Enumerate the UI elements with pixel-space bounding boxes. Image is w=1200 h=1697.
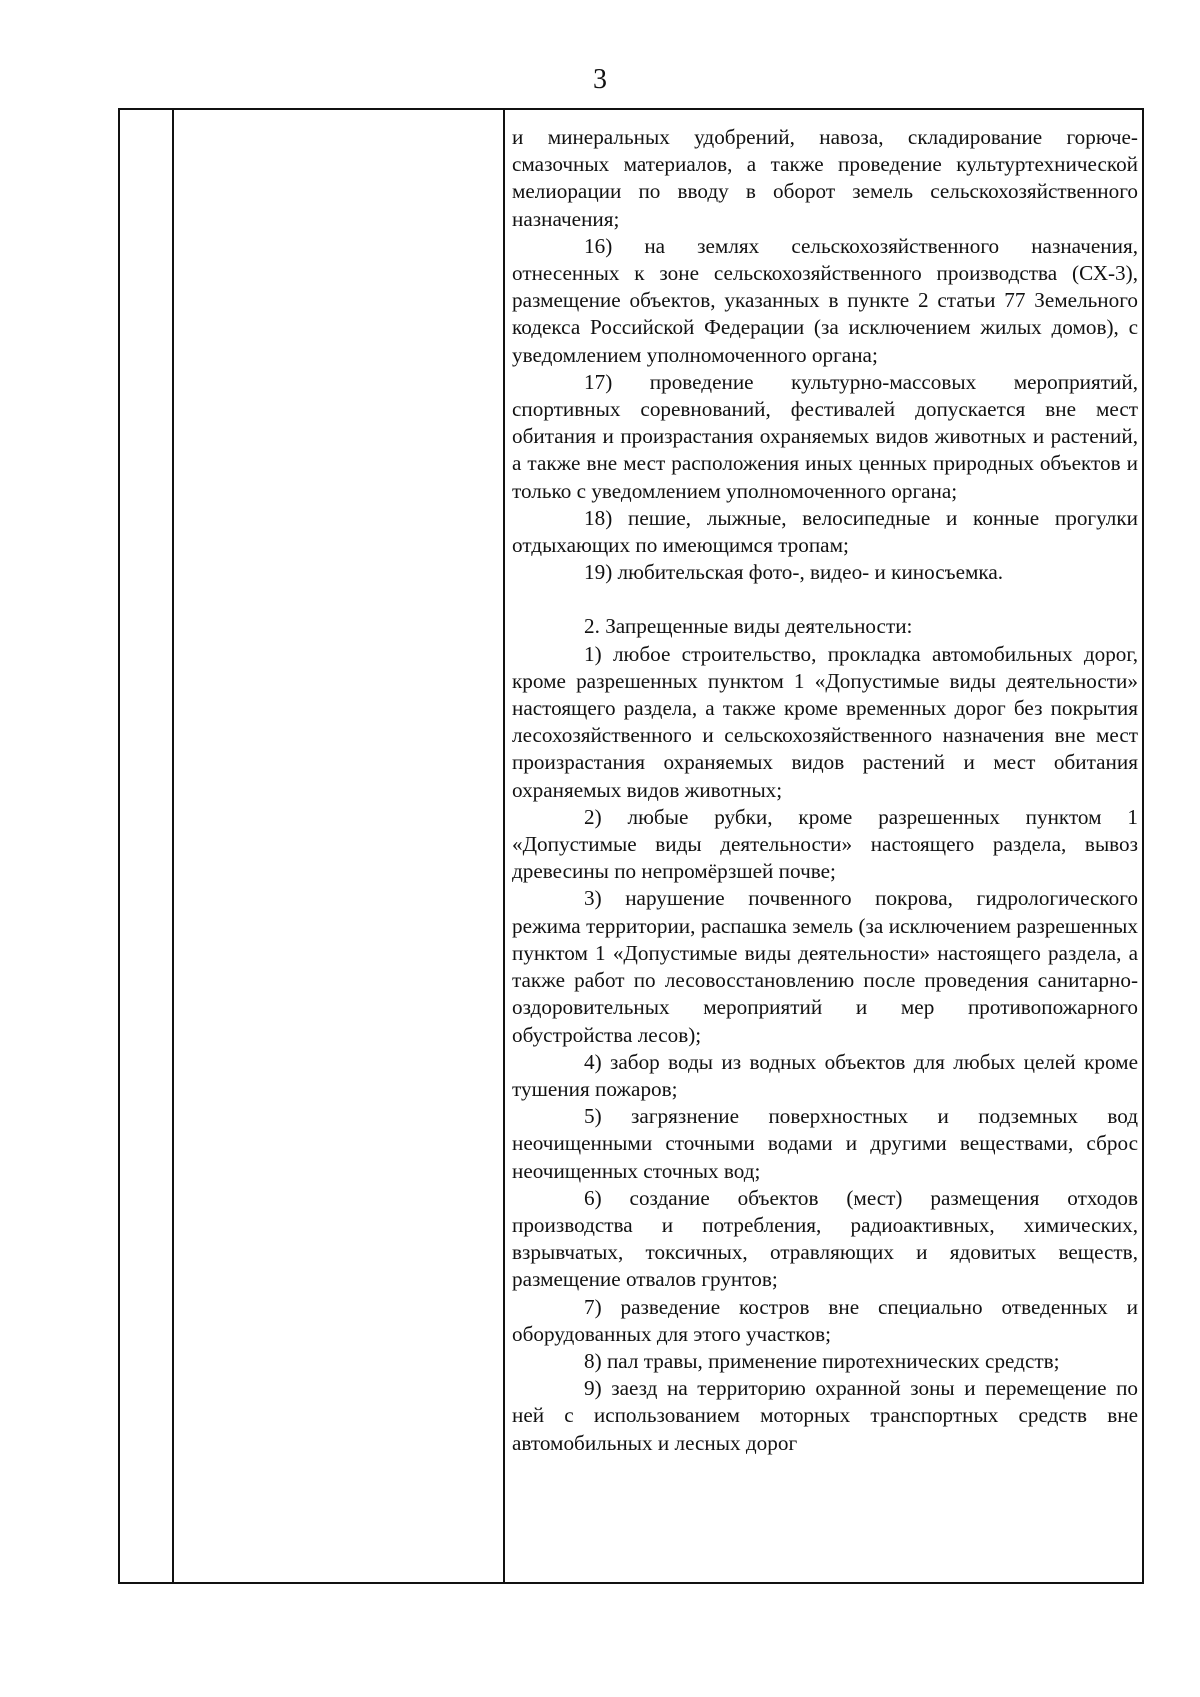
list-item-2: 2) любые рубки, кроме разрешенных пунктом 1 «Допустимые виды деятельности» настоящего раздела, вывоз древесины по непромёрзшей почве; [512, 804, 1138, 884]
list-item-4: 4) забор воды из водных объектов для любых целей кроме тушения пожаров; [512, 1049, 1138, 1101]
table-column-divider-2 [503, 110, 505, 1582]
table-text-cell [512, 124, 1138, 1457]
list-item-9: 9) заезд на территорию охранной зоны и перемещение по ней с использованием моторных транспортных средств вне автомобильных и лесных дорог [512, 1376, 1138, 1455]
list-item-19: 19) любительская фото-, видео- и киносъемка. [584, 560, 1004, 585]
list-item-5: 5) загрязнение поверхностных и подземных вод неочищенными сточными водами и другими веществами, сброс неочищенных сточных вод; [512, 1104, 1138, 1183]
list-item-17: 17) проведение культурно-массовых мероприятий, спортивных соревнований, фестивалей допускается вне мест обитания и произрастания охраняемых видов животных и растений, а также вне мест расположения иных ценных природных объектов и только с уведомлением уполномоченного органа; [512, 369, 1138, 503]
list-item-6: 6) создание объектов (мест) размещения отходов производства и потребления, радиоактивных, химических, взрывчатых, токсичных, отравляющих и ядовитых веществ, размещение отвалов грунтов; [512, 1185, 1138, 1292]
list-item-3: 3) нарушение почвенного покрова, гидрологического режима территории, распашка земель (за исключением разрешенных пунктом 1 «Допустимые виды деятельности» настоящего раздела, а также работ по лесовосстановлению после проведения санитарно-оздоровительных мероприятий и мер противопожарного обустройства лесов); [512, 886, 1138, 1047]
document-table [118, 108, 1144, 1584]
paragraph-spacer [512, 586, 1138, 613]
list-item-18: 18) пешие, лыжные, велосипедные и конные прогулки отдыхающих по имеющимся тропам; [512, 505, 1138, 558]
list-item-8: 8) пал травы, применение пиротехнических средств; [584, 1348, 1060, 1373]
paragraph-continuation: и минеральных удобрений, навоза, складирование горюче-смазочных материалов, а также проведение культуртехнической мелиорации по вводу в оборот земель сельскохозяйственного назначения; [512, 125, 1138, 231]
section-heading: 2. Запрещенные виды деятельности: [584, 614, 913, 639]
list-item-16: 16) на землях сельскохозяйственного назначения, отнесенных к зоне сельскохозяйственного производства (СХ-3), размещение объектов, указанных в пункте 2 статьи 77 Земельного кодекса Российской Федерации (за исключением жилых домов), с уведомлением уполномоченного органа; [512, 233, 1138, 367]
list-item-7: 7) разведение костров вне специально отведенных и оборудованных для этого участков; [512, 1294, 1138, 1346]
list-item-1: 1) любое строительство, прокладка автомобильных дорог, кроме разрешенных пунктом 1 «Допустимые виды деятельности» настоящего раздела, а также кроме временных дорог без покрытия лесохозяйственного и сельскохозяйственного назначения вне мест произрастания охраняемых видов растений и мест обитания охраняемых видов животных; [512, 641, 1138, 802]
page-number: 3 [593, 64, 607, 95]
table-column-divider-1 [172, 110, 174, 1582]
